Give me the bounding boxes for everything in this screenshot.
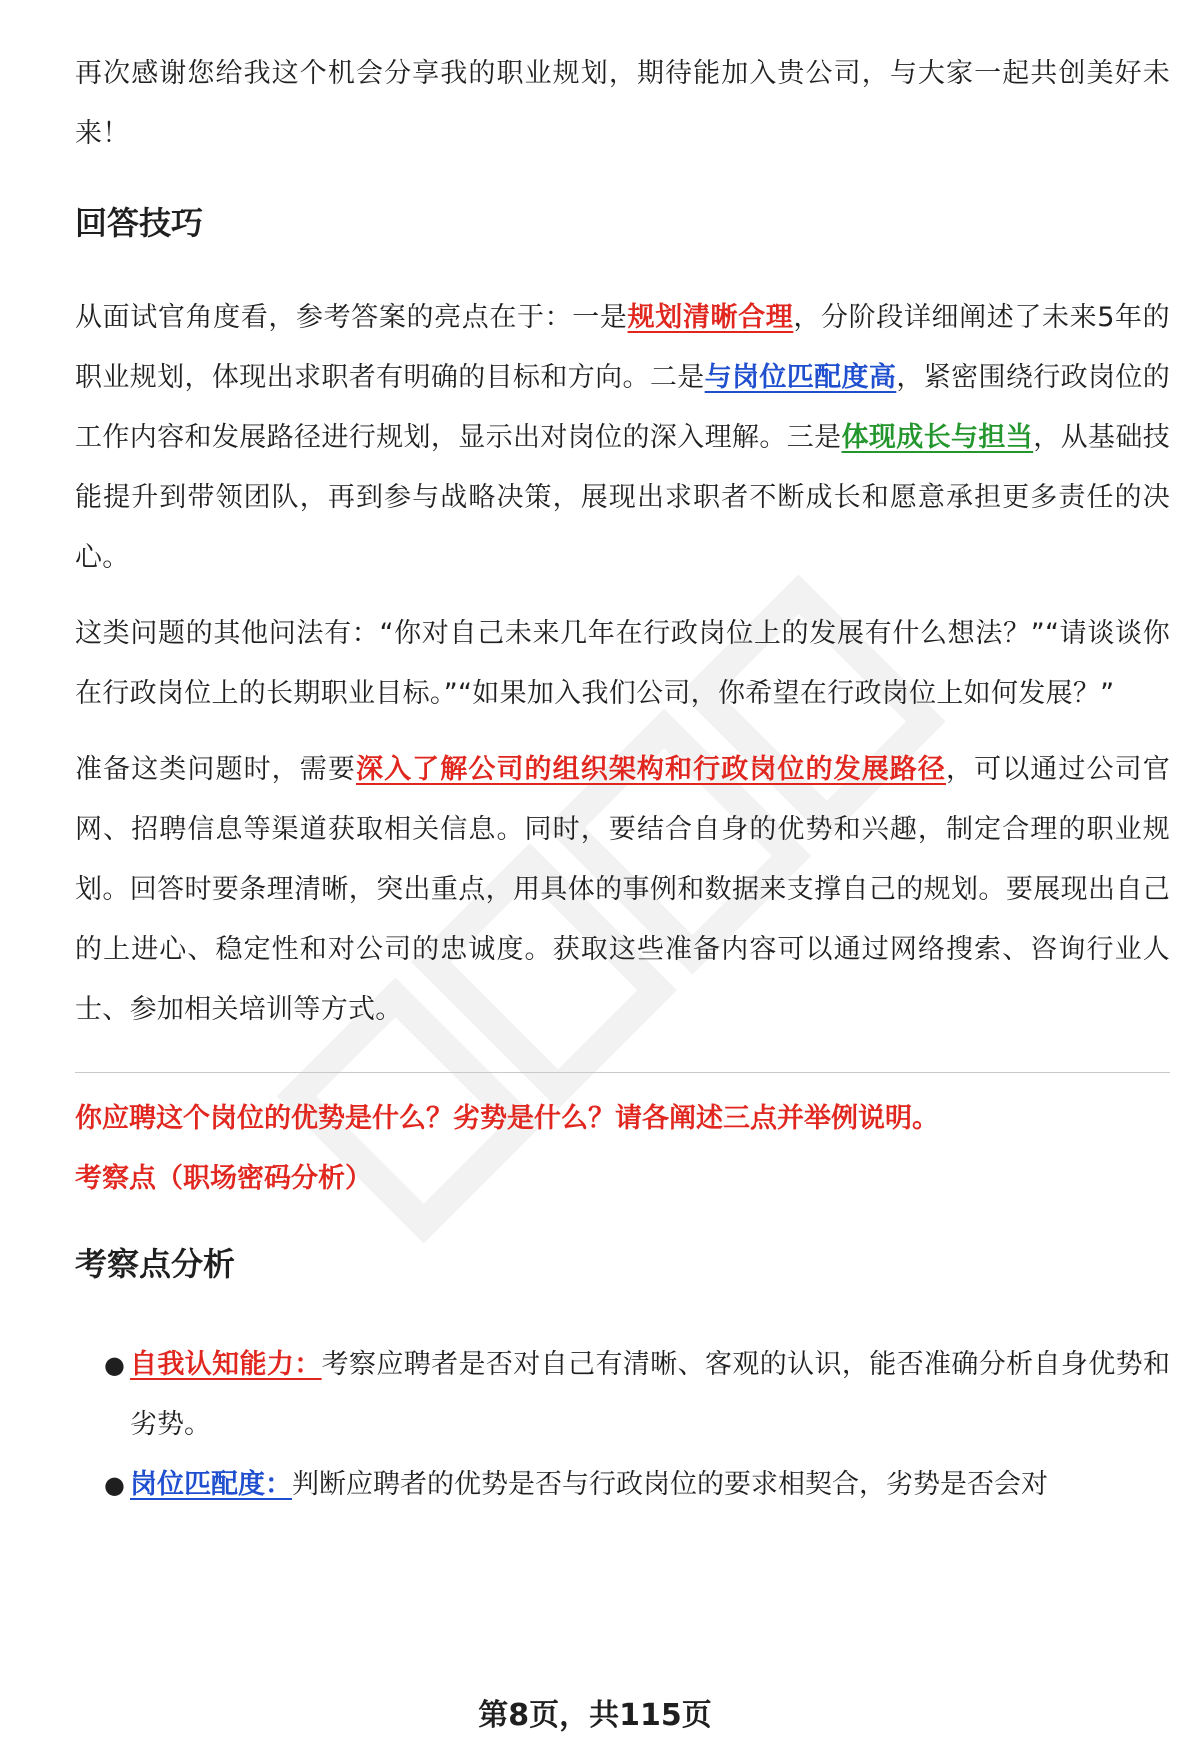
analysis-text: ，紧密围绕行政岗位的工作内容和发展路径进行规划，显示出对岗位的深入理解。三是 (75, 362, 1171, 453)
analysis-text: 从面试官角度看，参考答案的亮点在于：一是 (75, 302, 628, 333)
highlight-match: 与岗位匹配度高 (704, 362, 897, 393)
analysis-text: ，从基础技能提升到带领团队，再到参与战略决策，展现出求职者不断成长和愿意承担更多责任的决心。 (75, 422, 1170, 573)
section-divider (75, 1072, 1170, 1073)
bullet-icon: ● (104, 1471, 125, 1499)
document-page (75, 44, 1170, 1515)
prep-text: 准备这类问题时，需要 (75, 754, 356, 785)
prep-text: ，可以通过公司官网、招聘信息等渠道获取相关信息。同时，要结合自身的优势和兴趣，制定合理的职业规划。回答时要条理清晰，突出重点，用具体的事例和数据来支撑自己的规划。要展现出自己的上进心、稳定性和对公司的忠诚度。获取这些准备内容可以通过网络搜索、咨询行业人士、参加相关培训等方式。 (75, 754, 1170, 1025)
question-title: 你应聘这个岗位的优势是什么？劣势是什么？请各阐述三点并举例说明。 (75, 1103, 939, 1134)
point-text: 考察应聘者是否对自己有清晰、客观的认识，能否准确分析自身优势和劣势。 (130, 1349, 1171, 1440)
points-heading: 考察点分析 (75, 1245, 236, 1283)
point-text: 判断应聘者的优势是否与行政岗位的要求相契合，劣势是否会对 (292, 1469, 1048, 1500)
highlight-planning: 规划清晰合理 (627, 302, 794, 333)
question-subtitle: 考察点（职场密码分析） (75, 1163, 372, 1194)
closing-paragraph: 再次感谢您给我这个机会分享我的职业规划，期待能加入贵公司，与大家一起共创美好未来！ (75, 58, 1170, 149)
bullet-icon: ● (104, 1351, 125, 1379)
list-item (104, 1335, 1171, 1455)
highlight-growth: 体现成长与担当 (841, 422, 1034, 453)
points-list (75, 1335, 1170, 1515)
point-label: 自我认知能力： (130, 1349, 322, 1380)
analysis-paragraph (75, 288, 1170, 588)
variants-paragraph: 这类问题的其他问法有：“你对自己未来几年在行政岗位上的发展有什么想法？”“请谈谈你在行政岗位上的长期职业目标。”“如果加入我们公司，你希望在行政岗位上如何发展？” (75, 618, 1170, 709)
page-number: 第8页，共115页 (478, 1698, 712, 1733)
tips-heading: 回答技巧 (75, 204, 204, 242)
analysis-text: ，分阶段详细阐述了未来5年的职业规划，体现出求职者有明确的目标和方向。二是 (75, 302, 1170, 393)
prep-paragraph (75, 740, 1170, 1040)
point-label: 岗位匹配度： (130, 1469, 292, 1500)
list-item (104, 1455, 1170, 1515)
highlight-org-structure: 深入了解公司的组织架构和行政岗位的发展路径 (355, 754, 947, 785)
